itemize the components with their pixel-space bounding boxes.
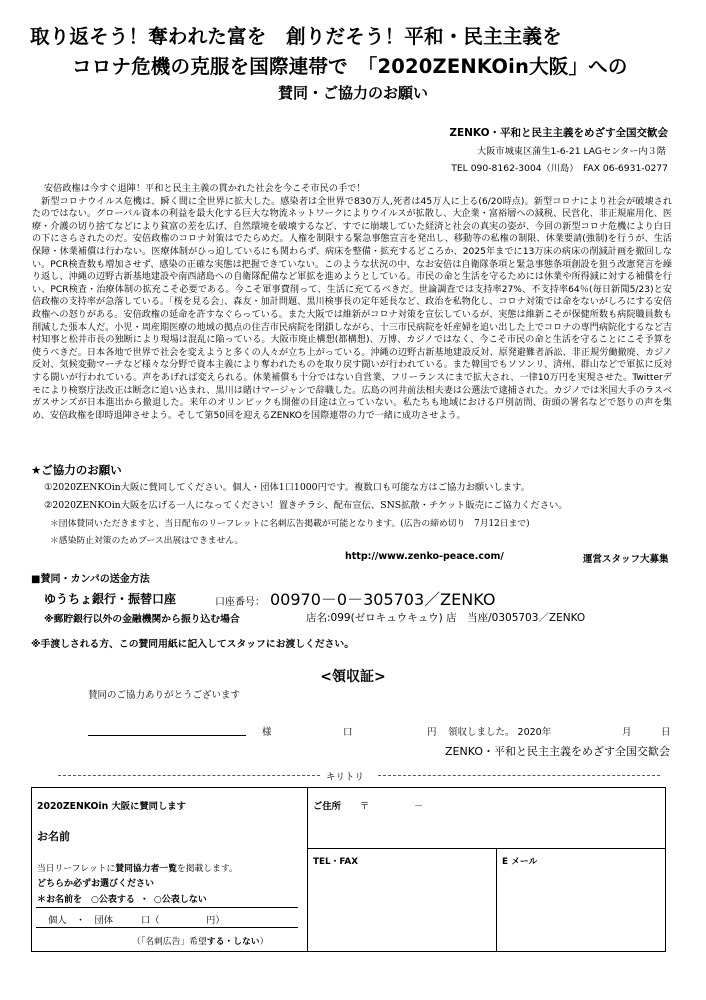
staff-recruit: 運営スタッフ大募集	[583, 554, 669, 565]
page-subtitle: 賛同・ご協力のお願い	[277, 84, 428, 102]
cut-line-left	[58, 775, 320, 776]
website-link[interactable]: http://www.zenko-peace.com/	[345, 551, 504, 562]
body-section	[32, 183, 672, 422]
form-card-ad-end: ）	[259, 937, 269, 947]
form-publish-row	[37, 892, 207, 905]
request-note-2: ＊感染防止対策のためブース出展はできません。	[50, 536, 244, 546]
org-name: ZENKO・平和と民主主義をめざす全国交歓会	[449, 127, 668, 139]
body-lead: 安倍政権は今すぐ退陣！平和と民主主義の貫かれた社会を今こそ市民の手で！	[44, 183, 366, 194]
form-address-field[interactable]	[322, 812, 662, 846]
form-publish-yes[interactable]: ○公表する	[91, 895, 135, 905]
form-divider-vertical	[307, 788, 308, 951]
form-divider-horizontal	[307, 848, 665, 849]
payment-account-number: 00970－0－305703／ZENKO	[270, 590, 496, 609]
form-card-ad	[132, 934, 268, 947]
payment-bank: ゆうちょ銀行・振替口座	[44, 592, 177, 606]
form-type-row[interactable]: 個人 ・ 団体 口（ 円）	[48, 915, 225, 926]
receipt-name-line	[88, 735, 246, 736]
form-name-field[interactable]	[92, 828, 292, 848]
endorsement-form	[31, 787, 666, 952]
requests-heading: ★ご協力のお願い	[31, 463, 122, 477]
receipt-month: 月	[622, 727, 632, 738]
payment-heading: ■賛同・カンパの送金方法	[31, 574, 150, 585]
form-name-label: お名前	[37, 830, 70, 843]
receipt-day: 日	[661, 727, 671, 738]
title-line-2: コロナ危機の克服を国際連帯で 「2020ZENKOin大阪」への	[72, 55, 628, 78]
form-publish-sep: ・	[139, 895, 149, 905]
receipt-sama: 様	[262, 727, 272, 738]
body-text: 新型コロナウイルス危機は、瞬く間に全世界に拡大した。感染者は全世界で830万人,死者は45万人に上る(6/20時点)。新型コロナにより社会が破壊されたのではない。グローバル資本の利益を最大化する巨大な物流ネットワークによりウイルスが拡散し、大企業・富裕層への減税、民営化、非正規雇用化、医療・介護の切り捨てなどにより貧富の差を広げ、自然環境を破壊するなど、すでに崩壊していた経済と社会の真実の姿が、今回の新型コロナ危機により白日の下にさらされたのだ。安倍政権のコロナ対策はでたらめだ。人権を制限する緊急事態宣言を発出し、移動等の私権の制限、休業要請(強制)を行うが、生活保障・休業補償は行わない。医療体制がひっ迫しているにも関わらず、病床を整備・拡充するどころか、2025年までに13万床の病床の削減計画を撤回しない。PCR検査数も増加させず、感染の正確な実態は把握できていない。このような状況の中、なお安倍は自衛隊条項と緊急事態条項創設を狙う改憲発言を繰り返し、沖縄の辺野古新基地建設や南西諸島への自衛隊配備など軍拡を進めようとしている。市民の命と生活を守るためには休業や所得減に対する補償を行い、PCR検査・治療体制の拡充こそ必要である。今こそ軍事費削って、生活に充てるべきだ。世論調査では支持率27%、不支持率64％(毎日新聞5/23)と安倍政権の支持率が急落している。「桜を見る会」、森友・加計問題、黒川検事長の定年延長など、政治を私物化し、コロナ対策では命をないがしろにする安倍政権への怒りがある。安倍政権の延命を許すなぐらっている。また大阪では維新がコロナ対策を宣伝しているが、実態は維新こそが保健所数も病院職員数も削減した張本人だ。小児・周産期医療の地域の拠点の住吉市民病院を閉鎖しながら、十三市民病院を妊産婦を追い出した上でコロナの専門病院化するなど吉村知事と松井市長の独断により現場は混乱に陥っている。大阪市廃止構想(都構想)、万博、カジノではなく、今こそ市民の命と生活を守ることにこそ予算を使うべきだ。日本各地で世界で社会を変えようと多くの人々が立ち上がっている。沖縄の辺野古新基地建設反対、原発避難者訴訟、非正規労働撤廃、カジノ反対、気候変動マーチなど様々な分野で資本主義により奪われたものを取り戻す闘いが行われている。また韓国でもソソンリ、済州、群山などで軍拡に反対する闘いが行われている。声をあげれば変えられる。休業補償も十分ではない自営業、フリーランスにまで拡大され、一律10万円を実現させた。Twitterデモにより検察庁法改正は断念に追い込まれ、黒川は賭けマージャンで辞職した。広島の河井前法相夫妻は公選法で逮捕された。カジノでは米国大手のラスベガスサンズが日本進出から撤退した。来年のオリンピックも開催の目途は立っていない。私たちも地域における戸別訪問、街頭の署名などで怒りの声を集め、安倍政権を即時退陣させよう。そして第50回を迎えるZENKOを国際連帯の力で一緒に成功させよう。	[32, 196, 672, 421]
form-publish-no[interactable]: ○公表しない	[153, 895, 207, 905]
form-choose-label: どちらか必ずお選びください	[37, 879, 155, 889]
form-endorse-label: 2020ZENKOin 大阪に賛同します	[37, 801, 186, 812]
receipt-received: 領収しました。 2020年	[448, 727, 552, 738]
form-card-ad-pre: （「名刺広告」希望	[132, 937, 207, 947]
request-item-1: ①2020ZENKOin大阪に賛同してください。個人・団体1口1000円です。複数口も可能な方はご協力お願いします。	[44, 482, 530, 493]
form-email-label: E メール	[502, 857, 538, 867]
form-card-ad-choice[interactable]: する・しない	[206, 937, 260, 947]
form-type-underline	[36, 927, 298, 928]
form-list-note-bold: 賛同協力者一覧	[115, 864, 177, 874]
form-tel-label: TEL・FAX	[313, 857, 359, 867]
request-note-1: ＊団体賛同いただきますと、当日配布のリーフレットに名刺広告掲載が可能となります。(広告の締め切り 7月12日まで)	[50, 519, 530, 529]
title-line-1: 取り返そう！奪われた富を 創りだそう！平和・民主主義を	[30, 25, 562, 48]
payment-other-bank: ※郵貯銀行以外の金融機関から振り込む場合	[44, 614, 240, 625]
form-list-note-post: を掲載します。	[176, 864, 238, 874]
request-item-2: ②2020ZENKOin大阪を広げる一人になってください！置きチラシ、配布宣伝、SNS拡散・チケット販売にご協力ください。	[44, 500, 568, 511]
form-publish-pre: ＊お名前を	[37, 895, 92, 905]
receipt-issuer: ZENKO・平和と民主主義をめざす全国交歓会	[445, 745, 670, 758]
org-contact: TEL 090-8162-3004（川島） FAX 06-6931-0277	[451, 163, 668, 174]
cut-line-label: キリトリ	[326, 772, 365, 783]
payment-branch: 店名:099(ゼロキュウキュウ) 店 当座/0305703／ZENKO	[306, 612, 586, 624]
form-postal-dash: －	[414, 801, 424, 812]
form-publish-underline	[36, 907, 298, 908]
handover-note: ※手渡しされる方、この賛同用紙に記入してスタッフにお渡しください。	[31, 639, 355, 650]
form-postal-mark: 〒	[360, 801, 370, 812]
receipt-yen: 円	[427, 727, 437, 738]
form-list-note-pre: 当日リーフレットに	[37, 864, 116, 874]
receipt-kuchi: 口	[343, 727, 353, 738]
form-email-field[interactable]	[502, 868, 660, 948]
payment-account-label: 口座番号：	[215, 597, 265, 608]
org-address: 大阪市城東区蒲生1-6-21 LAGセンター内３階	[477, 146, 666, 157]
form-address-label: ご住所	[313, 801, 341, 812]
receipt-thanks: 賛同のご協力ありがとうございます	[88, 690, 241, 701]
form-divider-email	[496, 848, 497, 951]
form-list-note	[37, 861, 238, 874]
cut-line-right	[378, 775, 660, 776]
form-tel-field[interactable]	[313, 868, 491, 948]
receipt-title: <領収証>	[320, 669, 386, 685]
